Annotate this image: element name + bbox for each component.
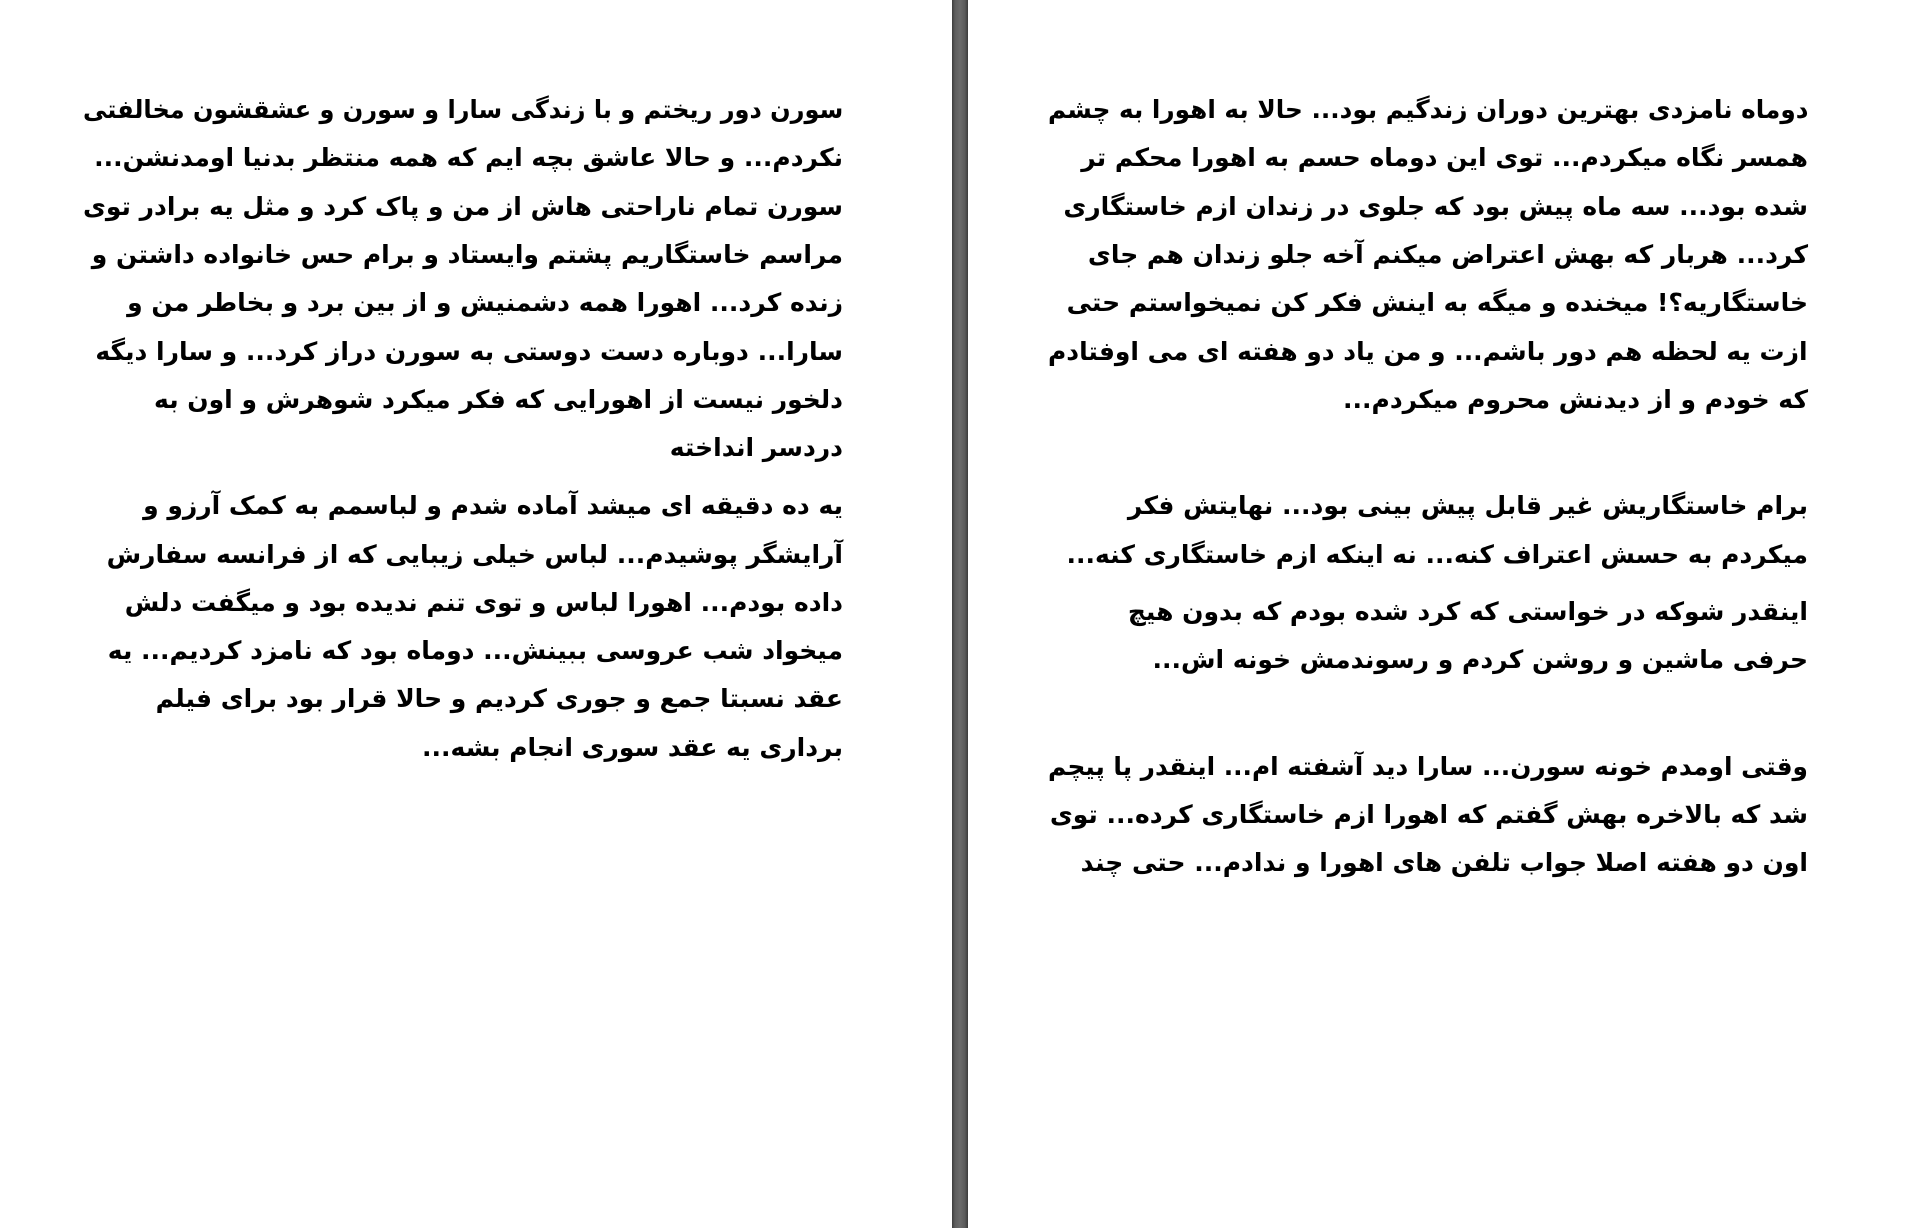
text-line: آرایشگر پوشیدم... لباس خیلی زیبایی که از فرانسه سفارش [106,540,843,569]
text-line: خاستگاریه؟! میخنده و میگه به اینش فکر کن نمیخواستم حتی [1066,288,1808,317]
left-page [0,0,952,1228]
left-page-text [83,0,843,1228]
right-page-text [1048,0,1808,1228]
text-line: میخواد شب عروسی ببینش... دوماه بود که نامزد کردیم... یه [107,636,843,665]
text-line: نکردم... و حالا عاشق بچه ایم که همه منتظر بدنیا اومدنشن... [94,143,843,172]
text-line: میکردم به حسش اعتراف کنه... نه اینکه ازم خاستگاری کنه... [1066,540,1808,569]
right-page [968,0,1915,1228]
text-line: وقتی اومدم خونه سورن... سارا دید آشفته ام... اینقدر پا پیچم [1048,752,1808,781]
text-line: برداری یه عقد سوری انجام بشه... [422,733,843,762]
text-line: سارا... دوباره دست دوستی به سورن دراز کرد... و سارا دیگه [95,337,843,366]
text-line: دوماه نامزدی بهترین دوران زندگیم بود... حالا به اهورا به چشم [1047,95,1808,124]
text-line: داده بودم... اهورا لباس و توی تنم ندیده بود و میگفت دلش [124,588,843,617]
text-line: سورن تمام ناراحتی هاش از من و پاک کرد و مثل یه برادر توی [82,192,843,221]
text-line: برام خاستگاریش غیر قابل پیش بینی بود... نهایتش فکر [1127,491,1808,520]
text-line: دردسر انداخته [669,433,843,462]
text-line: دلخور نیست از اهورایی که فکر میکرد شوهرش و اون به [154,385,843,414]
text-line: که خودم و از دیدنش محروم میکردم... [1343,385,1808,414]
text-line: شده بود... سه ماه پیش بود که جلوی در زندان ازم خاستگاری [1063,192,1808,221]
text-line: شد که بالاخره بهش گفتم که اهورا ازم خاستگاری کرده... توی [1049,800,1808,829]
text-line: اینقدر شوکه در خواستی که کرد شده بودم که بدون هیچ [1127,597,1808,626]
text-line: ازت یه لحظه هم دور باشم... و من یاد دو هفته ای می اوفتادم [1048,337,1808,366]
text-line: اون دو هفته اصلا جواب تلفن های اهورا و ندادم... حتی چند [1080,848,1808,877]
text-line: زنده کرد... اهورا همه دشمنیش و از بین برد و بخاطر من و [127,288,843,317]
text-line: مراسم خاستگاریم پشتم وایستاد و برام حس خانواده داشتن و [91,240,843,269]
text-line: عقد نسبتا جمع و جوری کردیم و حالا قرار بود برای فیلم [155,684,843,713]
text-line: سورن دور ریختم و با زندگی سارا و سورن و عشقشون مخالفتی [82,95,843,124]
text-line: حرفی ماشین و روشن کردم و رسوندمش خونه اش... [1152,645,1808,674]
book-gutter [952,0,968,1228]
text-line: یه ده دقیقه ای میشد آماده شدم و لباسمم به کمک آرزو و [143,491,843,520]
text-line: همسر نگاه میکردم... توی این دوماه حسم به اهورا محکم تر [1081,143,1808,172]
text-line: کرد... هربار که بهش اعتراض میکنم آخه جلو زندان هم جای [1087,240,1808,269]
